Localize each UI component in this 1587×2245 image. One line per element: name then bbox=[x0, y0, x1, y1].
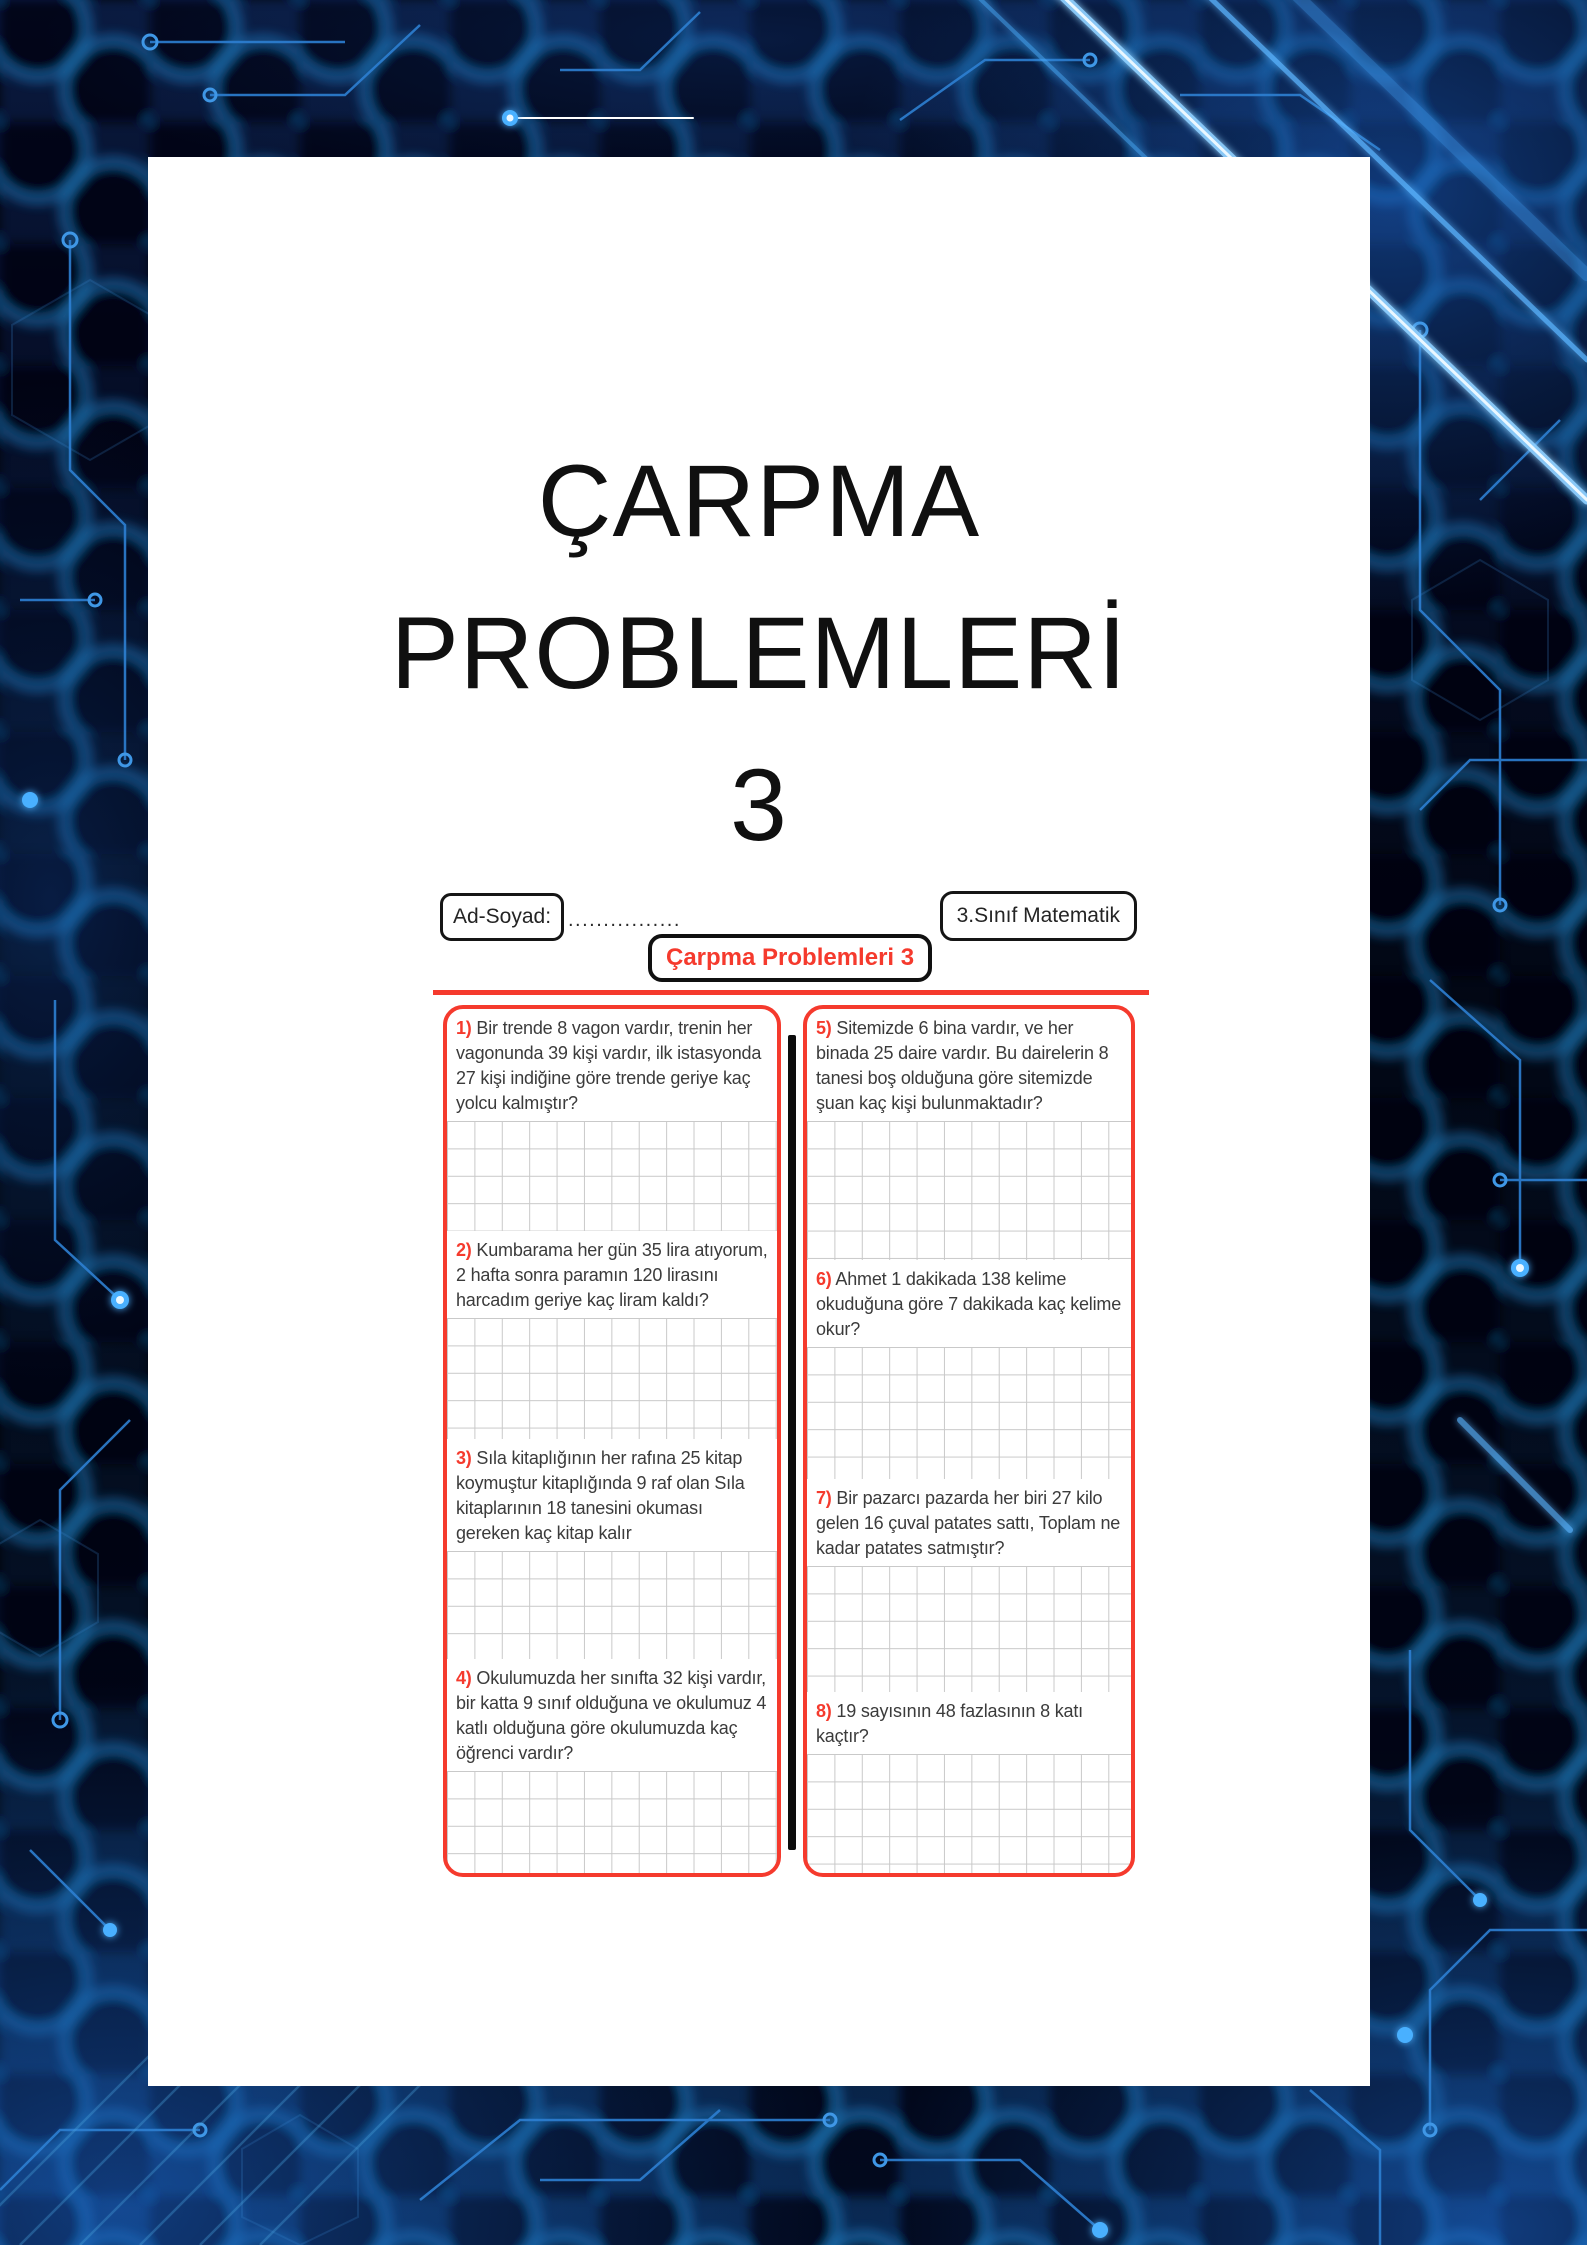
problem-column-right bbox=[803, 1005, 1135, 1877]
problem-4-number: 4) bbox=[456, 1668, 472, 1688]
grade-badge-label: 3.Sınıf Matematik bbox=[956, 904, 1120, 927]
problem-2-number: 2) bbox=[456, 1240, 472, 1260]
grade-badge bbox=[940, 891, 1137, 941]
problem-2 bbox=[447, 1231, 777, 1439]
problem-7-answer-grid bbox=[807, 1566, 1131, 1692]
problem-5-answer-grid bbox=[807, 1121, 1131, 1260]
problem-6-answer-grid bbox=[807, 1347, 1131, 1479]
problem-1-number: 1) bbox=[456, 1018, 472, 1038]
page-title bbox=[148, 425, 1370, 881]
problem-6-text: Ahmet 1 dakikada 138 kelime okuduğuna göre 7 dakikada kaç kelime okur? bbox=[816, 1269, 1122, 1339]
worksheet-page bbox=[148, 157, 1370, 2086]
problem-3-number: 3) bbox=[456, 1448, 472, 1468]
problem-8 bbox=[807, 1692, 1131, 1873]
problem-1-text: Bir trende 8 vagon vardır, trenin her vagonunda 39 kişi vardır, ilk istasyonda 27 kişi indiğine göre trende geriye kaç yolcu kalmıştır? bbox=[456, 1018, 762, 1113]
problem-1-answer-grid bbox=[447, 1121, 777, 1231]
problem-8-text: 19 sayısının 48 fazlasının 8 katı kaçtır? bbox=[816, 1701, 1083, 1746]
problem-5-text: Sitemizde 6 bina vardır, ve her binada 25 daire vardır. Bu dairelerin 8 tanesi boş olduğuna göre sitemizde şuan kaç kişi bulunmaktadır? bbox=[816, 1018, 1109, 1113]
problem-5 bbox=[807, 1009, 1131, 1260]
problem-8-answer-grid bbox=[807, 1754, 1131, 1873]
problem-3-text: Sıla kitaplığının her rafına 25 kitap koymuştur kitaplığında 9 raf olan Sıla kitaplarının 18 tanesini okuması gereken kaç kitap kalır bbox=[456, 1448, 745, 1543]
problem-4-answer-grid bbox=[447, 1771, 777, 1873]
problem-column-left bbox=[443, 1005, 781, 1877]
problem-3 bbox=[447, 1439, 777, 1659]
problem-columns bbox=[443, 1005, 1135, 1877]
title-line-2: PROBLEMLERİ bbox=[390, 596, 1128, 710]
name-field-label: Ad-Soyad: bbox=[453, 905, 552, 928]
sheet-label-text: Çarpma Problemleri 3 bbox=[666, 944, 915, 971]
problem-3-answer-grid bbox=[447, 1551, 777, 1659]
problem-7-text: Bir pazarcı pazarda her biri 27 kilo gelen 16 çuval patates sattı, Toplam ne kadar patates satmıştır? bbox=[816, 1488, 1121, 1558]
problem-4 bbox=[447, 1659, 777, 1873]
name-fill-in-line: ................ bbox=[568, 909, 681, 931]
title-line-3: 3 bbox=[730, 748, 788, 862]
problem-2-text: Kumbarama her gün 35 lira atıyorum, 2 hafta sonra paramın 120 lirasını harcadım geriye kaç liram kaldı? bbox=[456, 1240, 768, 1310]
problem-4-text: Okulumuzda her sınıfta 32 kişi vardır, bir katta 9 sınıf olduğuna ve okulumuz 4 katlı olduğuna göre okulumuzda kaç öğrenci vardır? bbox=[456, 1668, 767, 1763]
name-field-box bbox=[440, 893, 564, 941]
problem-8-number: 8) bbox=[816, 1701, 832, 1721]
problem-1 bbox=[447, 1009, 777, 1231]
problem-7 bbox=[807, 1479, 1131, 1692]
column-divider-bar bbox=[788, 1035, 796, 1850]
red-divider-rule bbox=[433, 990, 1149, 995]
problem-2-answer-grid bbox=[447, 1318, 777, 1439]
problem-5-number: 5) bbox=[816, 1018, 832, 1038]
problem-7-number: 7) bbox=[816, 1488, 832, 1508]
problem-6 bbox=[807, 1260, 1131, 1479]
problem-6-number: 6) bbox=[816, 1269, 832, 1289]
title-line-1: ÇARPMA bbox=[537, 444, 981, 558]
sheet-label-badge bbox=[648, 934, 932, 982]
